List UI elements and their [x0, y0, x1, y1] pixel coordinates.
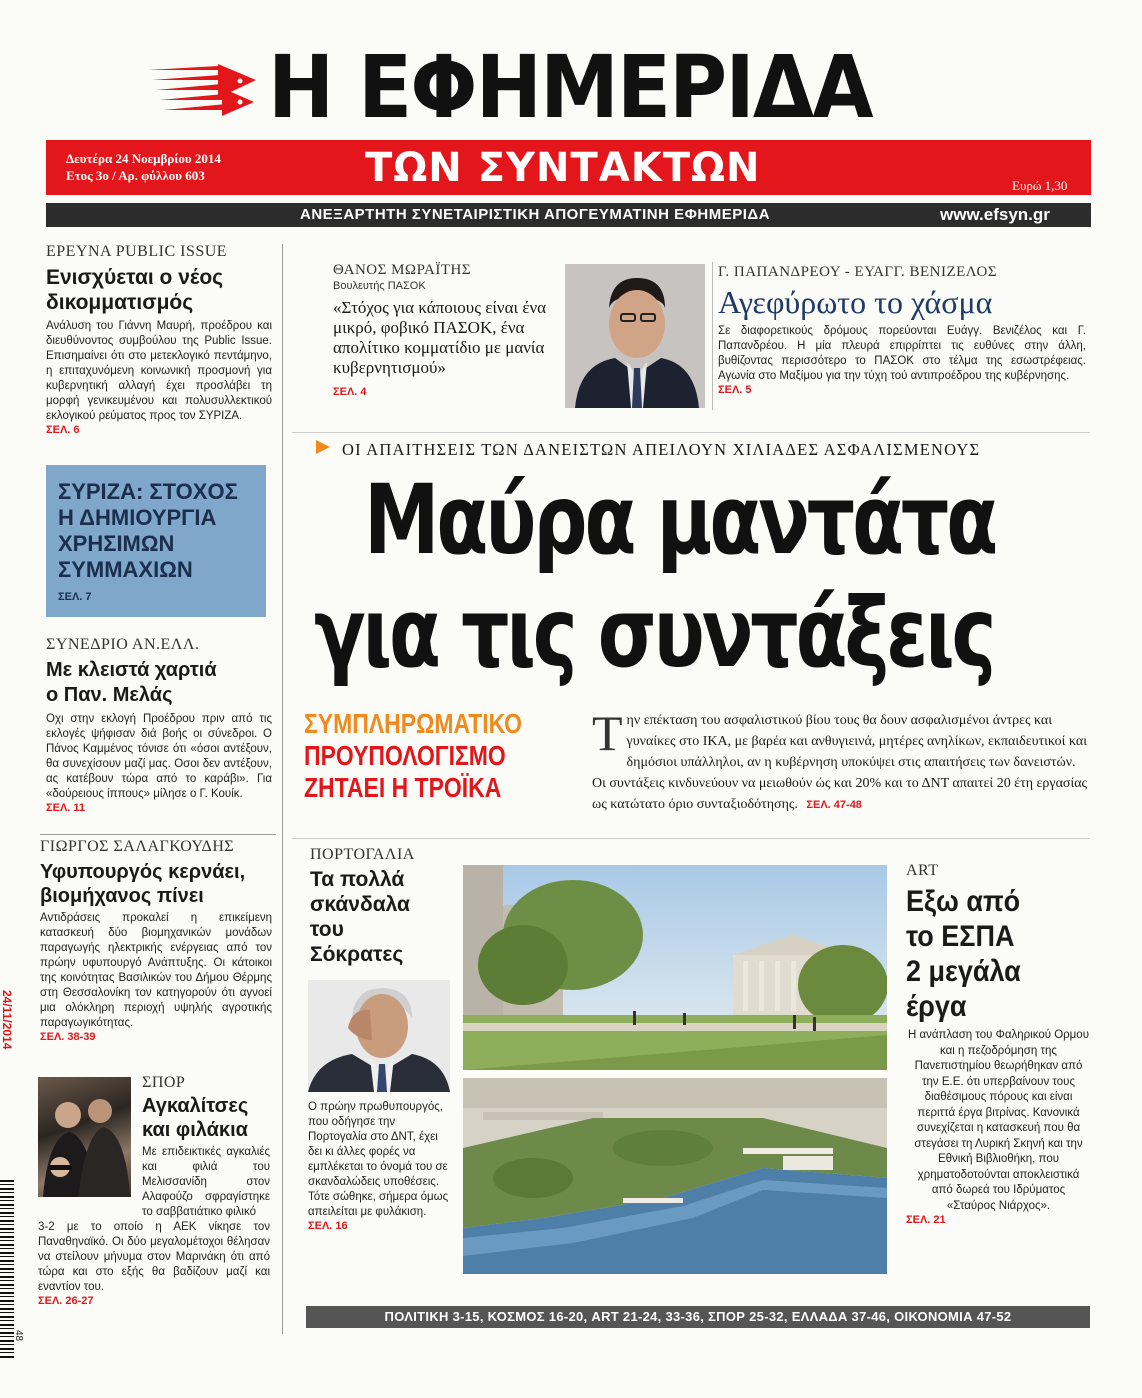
syriza-page: ΣΕΛ. 7 [58, 591, 92, 603]
art-body: Η ανάπλαση του Φαληρικού Ορμου και η πεζοδρόμηση της Πανεπιστημίου θεωρήθηκαν από την Ε.Ε. ότι υπερβαίνουν τους διαθέσιμους πόρους και είναι περιττά έργα βιτρίνας. Κανονικά συνεχίζεται η κατασκευή που θα στεγάσει τη Λυρική Σκηνή και την Εθνική Βιβλιοθήκη, που χρηματοδοτούνται αποκλειστικά από δωρεά του Ιδρύματος «Σταύρος Νιάρχος». [907, 1029, 1089, 1212]
portugal-story[interactable] [310, 846, 458, 967]
spor-headline-1: Αγκαλίτσες [142, 1095, 249, 1117]
socrates-portrait-icon [308, 980, 450, 1092]
anell-story[interactable] [46, 636, 272, 814]
moraitis-name: ΘΑΝΟΣ ΜΩΡΑΪΤΗΣ [333, 262, 472, 278]
lead-drop-cap: Τ [592, 705, 623, 761]
syriza-box[interactable] [46, 465, 266, 617]
papandreou-story[interactable] [718, 264, 1086, 396]
art-headline-1: Εξω από [906, 885, 1021, 918]
politician-portrait-icon [565, 264, 705, 408]
salagkoudis-story[interactable] [40, 838, 272, 1043]
masthead-url[interactable]: www.efsyn.gr [940, 205, 1050, 224]
socrates-photo [308, 980, 450, 1092]
pen-nib-logo-icon [148, 62, 258, 122]
papandreou-body: Σε διαφορετικούς δρόμους πορεύονται Ευάγγ. Βενιζέλος και Γ. Παπανδρέου. Η μία πλευρά επιρρίπτει τις ευθύνες στην άλλη, βυθίζοντας περισσότερο το ΠΑΣΟΚ στο τέλμα της εσωστρέφειας. Αγωνία στο Μαξίμου για την τύχη τού αντιπροέδρου της κυβέρνησης. [718, 325, 1086, 382]
portugal-headline-4: Σόκρατες [310, 943, 404, 966]
divider [40, 834, 276, 835]
syriza-line-3: ΧΡΗΣΙΜΩΝ [58, 531, 175, 556]
barcode-number: 48 [13, 1330, 24, 1342]
masthead-title: Η ΕΦΗΜΕΡΙΔΑ [268, 38, 872, 138]
lead-side-headline[interactable] [304, 708, 584, 804]
side-date: 24/11/2014 [0, 990, 14, 1050]
spor-page: ΣΕΛ. 26-27 [38, 1295, 94, 1307]
portugal-headline-1: Τα πολλά [310, 868, 405, 891]
anell-headline-1: Με κλειστά χαρτιά [46, 659, 217, 681]
lead-side-1: ΣΥΜΠΛΗΡΩΜΑΤΙΚΟ [304, 708, 523, 739]
moraitis-role: Βουλευτής ΠΑΣΟΚ [333, 280, 426, 292]
salagkoudis-page: ΣΕΛ. 38-39 [40, 1031, 96, 1043]
moraitis-quote: «Στόχος για κάποιους είναι ένα μικρό, φοβικό ΠΑΣΟΚ, ένα απολίτικο κομματίδιο με μανία κυβερνητισμού» [333, 298, 547, 377]
spor-story[interactable] [38, 1074, 270, 1307]
art-kicker: ART [906, 862, 939, 879]
salagkoudis-body: Αντιδράσεις προκαλεί η επικείμενη κατασκευή δύο βιομηχανικών μονάδων παραγωγής ηλεκτρικής ενέργειας από τον πρώην υφυπουργό Ανάπτυξης. Οι κάτοικοι της κοινότητας Βασιλικών του Δήμου Θέρμης στη Θεσσαλονίκη τον κατηγορούν ότι αγνοεί μια ολόκληρη περιοχή υψηλής αγροτικής παραγωγικότητας. [40, 912, 272, 1029]
art-headline-3: 2 μεγάλα [906, 955, 1021, 988]
public-issue-headline-1: Ενισχύεται ο νέος [46, 266, 224, 289]
anell-kicker: ΣΥΝΕΔΡΙΟ ΑΝ.ΕΛΛ. [46, 636, 200, 653]
papandreou-kicker: Γ. ΠΑΠΑΝΔΡΕΟΥ - ΕΥΑΓΓ. ΒΕΝΙΖΕΛΟΣ [718, 264, 998, 280]
lead-headline-1: Μαύρα μαντάτα [364, 464, 996, 576]
papandreou-page: ΣΕΛ. 5 [718, 384, 752, 396]
public-issue-story[interactable] [46, 243, 272, 436]
public-issue-page: ΣΕΛ. 6 [46, 424, 80, 436]
public-issue-headline-2: δικομματισμός [46, 291, 194, 314]
lead-body-text: ην επέκταση του ασφαλιστικού βίου τους θα δουν ασφαλισμένοι άντρες και γυναίκες στο ΙΚΑ, με βαρέα και ανθυγιεινά, μητέρες ανηλίκων, εκπαιδευτικοί και δημόσιοι υπάλληλοι, αν η κυβέρνηση υποκύψει στις απαιτήσεις των δανειστών. Οι συντάξεις κινδυνεύουν να μειωθούν ώς και 20% και το ΔΝΤ απαιτεί 20 έτη εργασίας ως κατώτατο όριο συνταξιοδότησης. [592, 713, 1088, 812]
anell-page: ΣΕΛ. 11 [46, 802, 86, 814]
spor-body-wide: 3-2 με το οποίο η ΑΕΚ νίκησε τον Παναθηναϊκό. Οι δύο μεγαλομέτοχοι θέλησαν να στείλουν μήνυμα στον Μαρινάκη ότι από τώρα και στο εξής θα βαδίζουν μαζί και εναντίον του. [38, 1221, 270, 1293]
lead-body [592, 705, 1088, 815]
syriza-line-2: Η ΔΗΜΙΟΥΡΓΙΑ [58, 505, 217, 530]
section-index-text[interactable]: ΠΟΛΙΤΙΚΗ 3-15, ΚΟΣΜΟΣ 16-20, ART 21-24, 33-36, ΣΠΟΡ 25-32, ΕΛΛΑΔΑ 37-46, ΟΙΚΟΝΟΜΙΑ 47-52 [384, 1309, 1012, 1324]
lead-side-3: ΖΗΤΑΕΙ Η ΤΡΟΪΚΑ [304, 772, 502, 803]
left-column-divider [282, 244, 283, 1334]
syriza-line-4: ΣΥΜΜΑΧΙΩΝ [58, 557, 193, 582]
salagkoudis-headline-1: Υφυπουργός κερνάει, [40, 861, 246, 883]
art-headline-2: το ΕΣΠΑ [906, 920, 1015, 953]
arrow-right-icon [316, 440, 330, 454]
faliro-render-photo [463, 1078, 887, 1274]
portugal-body-block [308, 1100, 454, 1232]
moraitis-photo [565, 264, 705, 408]
masthead-subtitle: ΤΩΝ ΣΥΝΤΑΚΤΩΝ [365, 145, 761, 191]
barcode [0, 1180, 14, 1360]
lead-overline: ΟΙ ΑΠΑΙΤΗΣΕΙΣ ΤΩΝ ΔΑΝΕΙΣΤΩΝ ΑΠΕΙΛΟΥΝ ΧΙΛΙΑΔΕΣ ΑΣΦΑΛΙΣΜΕΝΟΥΣ [342, 440, 981, 459]
public-issue-body: Ανάλυση του Γιάννη Μαυρή, προέδρου και διευθύνοντος συμβούλου της Public Issue. Επισημαίνει ότι στο μετεκλογικό πεντάμηνο, η επιταχυνόμενη κοινωνική προσμονή για κυβερνητική αλλαγή έχει προσλάβει τη μορφή γενικευμένου και πολυσυλλεκτικού εκλογικού ρεύματος προς τον ΣΥΡΙΖΑ. [46, 320, 272, 422]
anell-headline-2: ο Παν. Μελάς [46, 684, 173, 706]
salagkoudis-headline-2: βιομήχανος πίνει [40, 885, 204, 907]
portugal-headline-3: του [310, 918, 344, 941]
masthead-price: Ευρώ 1,30 [1012, 178, 1068, 193]
divider [712, 262, 713, 410]
masthead-issue: Ετος 3ο / Αρ. φύλλου 603 [66, 168, 205, 183]
lead-side-2: ΠΡΟΥΠΟΛΟΓΙΣΜΟ [304, 740, 506, 771]
portugal-kicker: ΠΟΡΤΟΓΑΛΙΑ [310, 846, 415, 863]
lead-page: ΣΕΛ. 47-48 [806, 799, 862, 811]
art-headline-4: έργα [906, 990, 967, 1023]
spor-kicker: ΣΠΟΡ [142, 1074, 186, 1091]
faliro-bay-aerial-render-icon [463, 1078, 887, 1274]
salagkoudis-kicker: ΓΙΩΡΓΟΣ ΣΑΛΑΓΚΟΥΔΗΣ [40, 838, 235, 855]
portugal-headline-2: σκάνδαλα [310, 893, 410, 916]
lead-headline-2: για τις συντάξεις [314, 577, 994, 689]
divider [292, 432, 1090, 433]
portugal-body: Ο πρώην πρωθυπουργός, που οδήγησε την Πορτογαλία στο ΔΝΤ, έχει δει κι άλλες φορές να εμπλέκεται το όνομά του σε σκανδαλώδεις υποθέσεις. Τότε σώθηκε, σήμερα όμως απειλείται με φυλάκιση. [308, 1101, 449, 1218]
university-render-photo [463, 865, 887, 1070]
masthead-tagline: ΑΝΕΞΑΡΤΗΤΗ ΣΥΝΕΤΑΙΡΙΣΤΙΚΗ ΑΠΟΓΕΥΜΑΤΙΝΗ ΕΦΗΜΕΡΙΔΑ [300, 206, 771, 223]
art-story[interactable] [906, 862, 1091, 1226]
spor-headline-2: και φιλάκια [142, 1119, 248, 1141]
moraitis-story[interactable] [333, 262, 558, 398]
syriza-line-1: ΣΥΡΙΖΑ: ΣΤΟΧΟΣ [58, 479, 238, 504]
masthead [0, 0, 1142, 230]
divider [292, 838, 1090, 839]
anell-body: Οχι στην εκλογή Προέδρου πριν από τις εκλογές ψήφισαν διά βοής οι σύνεδροι. Ο Πάνος Καμμένος τόνισε ότι «όσοι αντέξουν, θα συνεχίσουν μαζί μας. Οσοι δεν αντέξουν, ας κατέβουν τώρα από το καράβι». Για «δούρειους ίππους» μίλησε ο Γ. Κουίκ. [46, 713, 272, 800]
public-issue-kicker: ΕΡΕΥΝΑ PUBLIC ISSUE [46, 243, 228, 260]
art-page: ΣΕΛ. 21 [906, 1214, 946, 1226]
papandreou-headline: Αγεφύρωτο το χάσμα [718, 284, 993, 320]
portugal-page: ΣΕΛ. 16 [308, 1220, 348, 1232]
masthead-date: Δευτέρα 24 Νοεμβρίου 2014 [66, 151, 221, 166]
panepistimiou-street-render-icon [463, 865, 887, 1070]
moraitis-page: ΣΕΛ. 4 [333, 386, 367, 398]
spor-body-narrow: Με επιδεικτικές αγκαλιές και φιλιά του Μελισσανίδη στον Αλαφούζο σφραγίστηκε το σαββατιάτικο φιλικό [142, 1146, 270, 1218]
